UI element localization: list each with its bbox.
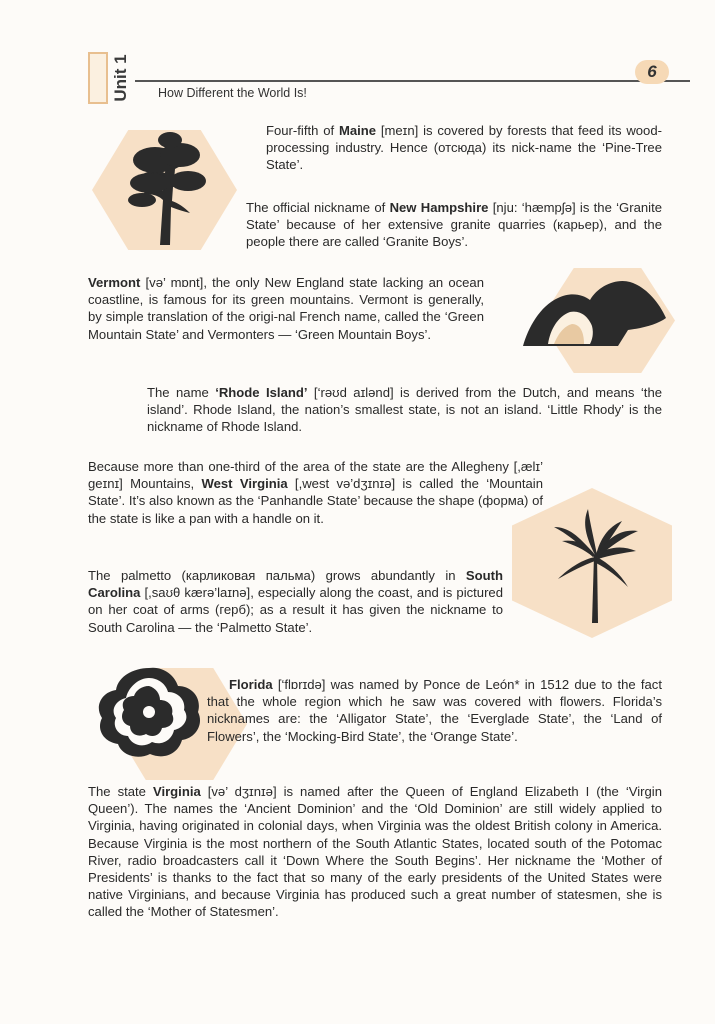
new-hampshire-text-pre: The official nickname of bbox=[246, 200, 390, 215]
palm-tree-icon bbox=[548, 505, 643, 625]
flower-icon bbox=[94, 664, 204, 760]
header-rule bbox=[135, 80, 690, 82]
vermont-state-name: Vermont bbox=[88, 275, 141, 290]
unit-label bbox=[110, 54, 132, 102]
virginia-text-pre: The state bbox=[88, 784, 153, 799]
south-carolina-state-name: South Carolina bbox=[88, 568, 503, 601]
vermont-text-post: [və’ mɒnt], the only New England state lacking an ocean coastline, is famous for its green mountains. Vermont is generally, by simple translation of the origi-nal French name, called the ‘Green Mountain State’ and Vermonters — ‘Green Mountain Boys’. bbox=[88, 275, 484, 342]
mountain-rock-icon bbox=[518, 278, 668, 348]
paragraph-west-virginia bbox=[88, 458, 543, 527]
page-subtitle: How Different the World Is! bbox=[158, 86, 307, 100]
page-number: 6 bbox=[635, 60, 669, 84]
south-carolina-text-post: [,saʊθ kærə’laɪnə], especially along the coast, and is pictured on her coat of arms (герб); as a result it has given the nickname to South Carolina — the ‘Palmetto State’. bbox=[88, 585, 503, 635]
new-hampshire-text-post: [nju: ‘hæmpʃə] is the ‘Granite State’ because of her extensive granite quarries (карьер), and the people there are called ‘Granite Boys’. bbox=[246, 200, 662, 250]
unit-color-block bbox=[88, 52, 108, 104]
rhode-island-text-pre: The name bbox=[147, 385, 216, 400]
unit-label-text: Unit 1 bbox=[111, 54, 130, 102]
maine-text-pre: Four-fifth of bbox=[266, 123, 339, 138]
rhode-island-text-post: [‘rəʊd aɪlənd] is derived from the Dutch, and means ‘the island’. Rhode Island, the nation’s smallest state, is not an island. ‘Little Rhody’ is the nickname of Rhode Island. bbox=[147, 385, 663, 435]
west-virginia-text-pre: Because more than one-third of the area of the state are the Allegheny [,ælɪ’ ɡeɪnɪ] Mountains, bbox=[88, 459, 543, 492]
maine-text-post: [meɪn] is covered by forests that feed its wood-processing industry. Hence (отсюда) its nick-name the ‘Pine-Tree State’. bbox=[266, 123, 662, 173]
south-carolina-text-pre: The palmetto (карликовая пальма) grows abundantly in bbox=[88, 568, 466, 583]
paragraph-maine bbox=[266, 122, 662, 174]
paragraph-south-carolina bbox=[88, 567, 503, 636]
west-virginia-state-name: West Virginia bbox=[201, 476, 288, 492]
paragraph-rhode-island bbox=[147, 384, 662, 436]
paragraph-vermont bbox=[88, 274, 484, 343]
new-hampshire-state-name: New Hampshire bbox=[389, 200, 489, 215]
florida-text-post: [‘flɒrɪdə] was named by Ponce de León* in 1512 due to the fact that the whole region which he saw was covered with flowers. Florida’s nicknames are: the ‘Alligator State’, the ‘Everglade State’, the ‘Land of Flowers’, the ‘Mocking-Bird State’, the ‘Orange State’. bbox=[207, 677, 662, 744]
paragraph-virginia bbox=[88, 783, 662, 921]
maine-state-name: Maine bbox=[338, 123, 377, 138]
rhode-island-state-name: ‘Rhode Island’ bbox=[215, 385, 308, 400]
virginia-state-name: Virginia bbox=[152, 784, 201, 799]
virginia-text-post: [və’ dʒɪnɪə] is named after the Queen of England Elizabeth I (the ‘Virgin Queen’). The names the ‘Ancient Dominion’ and the ‘Old Dominion’ are still widely applied to Virginia, having originated in colonial days, when Virginia was the oldest British colony in America. Because Virginia is the most northern of the South Atlantic States, located south of the Potomac River, radio broadcasters call it ‘Down Where the South Begins’. Her nickname the ‘Mother of Presidents’ is thanks to the fact that so many of the early presidents of the United States were native Virginians, and because Virginia has produced such a great number of statesmen, she is called the ‘Mother of Statesmen’. bbox=[88, 784, 662, 920]
paragraph-florida bbox=[207, 676, 662, 745]
florida-state-name: Florida bbox=[229, 677, 273, 692]
tree-icon bbox=[120, 125, 210, 250]
west-virginia-text-post: [,west və’dʒɪnɪə] is called the ‘Mountain State’. It’s also known as the ‘Panhandle State’ because the shape (форма) of the state is like a pan with a handle on it. bbox=[88, 476, 543, 526]
paragraph-new-hampshire bbox=[246, 199, 662, 251]
